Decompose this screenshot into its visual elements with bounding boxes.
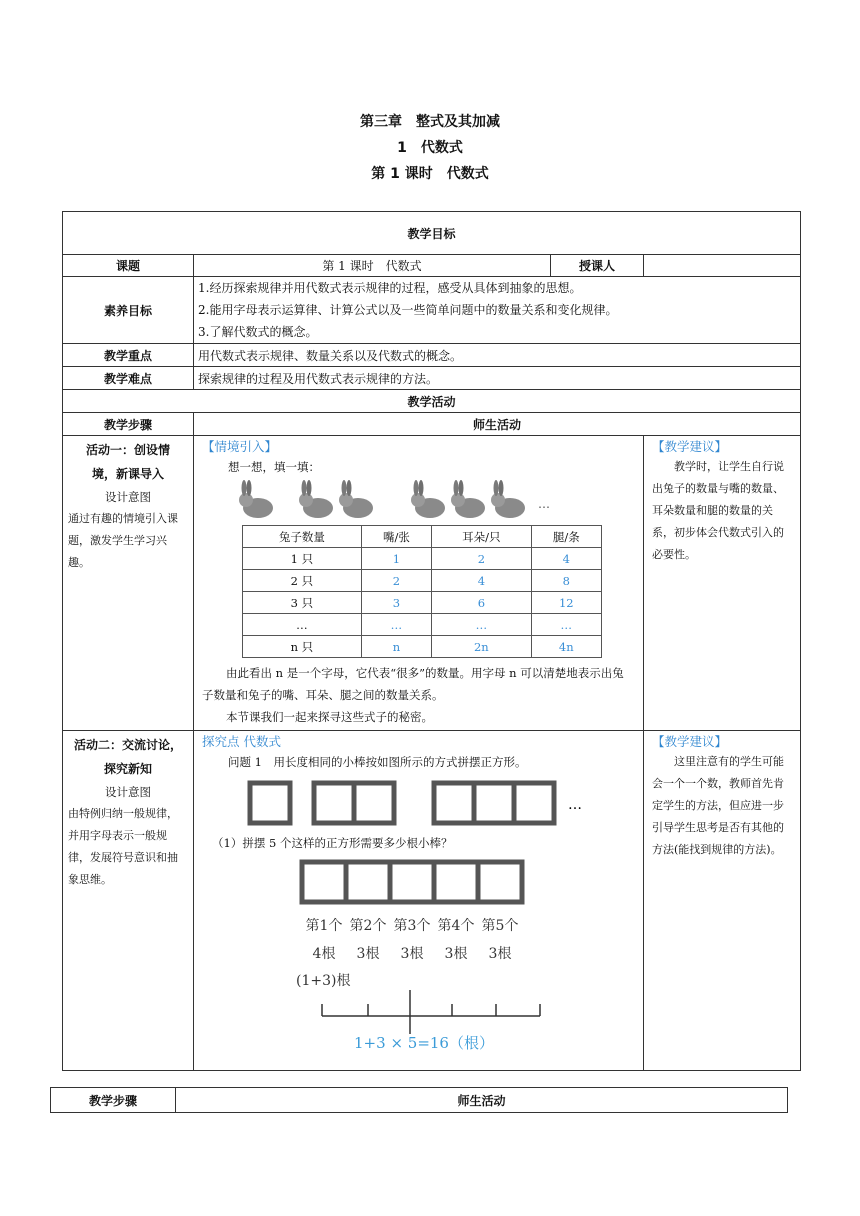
rabbit-table-row — [243, 614, 602, 636]
rabbit-table-cell: 3 — [361, 592, 431, 614]
square-group-3 — [474, 783, 514, 823]
rabbit-icon — [411, 480, 445, 518]
rabbit-table-row — [243, 548, 602, 570]
rabbit-table-row — [243, 570, 602, 592]
rabbit-table — [242, 525, 602, 658]
square-label: 第4个 — [437, 918, 475, 934]
rabbit-table-row — [243, 636, 602, 658]
activity1-step — [63, 436, 194, 731]
square-group-3 — [434, 783, 474, 823]
lesson-plan-table — [62, 211, 801, 1071]
fill-prompt: 想一想，填一填： — [228, 460, 320, 474]
topic-value: 第 1 课时 代数式 — [194, 255, 551, 277]
rabbit-table-cell: 8 — [531, 570, 601, 592]
explanation-para: 由此看出 n 是一个字母，它代表“很多”的数量。用字母 n 可以清楚地表示出兔子数量和兔子的嘴、耳朵、腿之间的数量关系。 — [202, 666, 624, 702]
steps-header: 教学步骤 — [63, 413, 194, 436]
rabbit-table-cell: 6 — [432, 592, 531, 614]
activity2-step — [63, 731, 194, 1071]
rabbit-table-cell: 2 — [361, 570, 431, 592]
rabbit-table-row — [243, 592, 602, 614]
section-title: 1 代数式 — [397, 140, 463, 156]
rabbit-table-cell: … — [531, 614, 601, 636]
activity1-content — [194, 436, 644, 731]
key-label: 教学重点 — [63, 344, 194, 367]
activity1-design-label: 设计意图 — [105, 490, 151, 504]
rabbit-icon — [451, 480, 485, 518]
difficulty-value: 探索规律的过程及用代数式表示规律的方法。 — [194, 367, 801, 390]
rabbit-table-header: 兔子数量 — [243, 526, 362, 548]
rabbit-table-cell: 1 只 — [243, 548, 362, 570]
activity2-suggestion — [644, 731, 801, 1071]
chapter-title: 第三章 整式及其加减 — [360, 114, 500, 130]
stick-count: 3根 — [444, 946, 468, 962]
closing-para: 本节课我们一起来探寻这些式子的秘密。 — [226, 710, 433, 724]
activity2-design-text: 由特例归纳一般规律，并用字母表示一般规律，发展符号意识和抽象思维。 — [68, 807, 178, 886]
suggestion-text-2: 这里注意有的学生可能会一个一个数，教师首先肯定学生的方法，但应进一步引导学生思考是否有其他的方法(能找到规律的方法)。 — [652, 755, 784, 856]
problem-1: 问题 1 用长度相同的小棒按如图所示的方式拼摆正方形。 — [228, 755, 527, 769]
stick-square — [478, 862, 522, 902]
rabbit-icon — [339, 480, 373, 518]
stick-count: 3根 — [356, 946, 380, 962]
rabbit-table-cell: 2 — [432, 548, 531, 570]
key-value: 用代数式表示规律、数量关系以及代数式的概念。 — [194, 344, 801, 367]
rabbit-table-cell: n — [361, 636, 431, 658]
activity2-content — [194, 731, 644, 1071]
goal-item: 3.了解代数式的概念。 — [198, 325, 318, 339]
goals-header: 教学目标 — [63, 212, 801, 255]
stick-square — [390, 862, 434, 902]
square-label: 第5个 — [481, 918, 519, 934]
stick-square — [434, 862, 478, 902]
rabbit-table-cell: 3 只 — [243, 592, 362, 614]
rabbit-table-cell: 4 — [531, 548, 601, 570]
activity-header: 教学活动 — [63, 390, 801, 413]
square-group-3 — [514, 783, 554, 823]
rabbit-table-cell: 12 — [531, 592, 601, 614]
square-label: 第3个 — [393, 918, 431, 934]
five-squares-figure — [202, 854, 642, 1054]
rabbit-table-header: 嘴/张 — [361, 526, 431, 548]
square-group-2 — [354, 783, 394, 823]
suggestion-tag-2: 【教学建议】 — [652, 734, 728, 749]
rabbit-table-header: 腿/条 — [531, 526, 601, 548]
rabbit-icon — [299, 480, 333, 518]
rabbit-table-cell: 2 只 — [243, 570, 362, 592]
rabbit-table-cell: 1 — [361, 548, 431, 570]
rabbit-icon — [491, 480, 525, 518]
goals-list — [194, 277, 801, 344]
activity2-title-2: 探究新知 — [103, 762, 152, 776]
activity2-design-label: 设计意图 — [105, 785, 151, 799]
topic-label: 课题 — [63, 255, 194, 277]
rabbit-icon — [239, 480, 273, 518]
activity-col-header: 师生活动 — [194, 413, 801, 436]
rabbit-table-cell: n 只 — [243, 636, 362, 658]
situation-tag: 【情境引入】 — [202, 439, 278, 454]
activity1-title-2: 境，新课导入 — [91, 467, 164, 481]
activity1-suggestion — [644, 436, 801, 731]
square-label: 第1个 — [305, 918, 343, 934]
activity2-title: 活动二：交流讨论， — [73, 738, 182, 752]
rabbit-table-cell: … — [432, 614, 531, 636]
square-label: 第2个 — [349, 918, 387, 934]
stick-count: 3根 — [400, 946, 424, 962]
stick-square — [302, 862, 346, 902]
goal-item: 1.经历探索规律并用代数式表示规律的过程，感受从具体到抽象的思想。 — [198, 281, 582, 295]
teacher-value — [644, 255, 801, 277]
rabbit-table-cell: 4n — [531, 636, 601, 658]
result-expression: 1+3 × 5=16（根） — [354, 1034, 494, 1052]
activity1-design-text: 通过有趣的情境引入课题，激发学生学习兴趣。 — [68, 512, 178, 569]
rabbit-table-header: 耳朵/只 — [432, 526, 531, 548]
continuation-table — [50, 1087, 788, 1113]
rabbits-ellipsis: … — [538, 497, 550, 511]
rabbit-table-cell: … — [243, 614, 362, 636]
teacher-label: 授课人 — [551, 255, 644, 277]
rabbit-table-cell: … — [361, 614, 431, 636]
first-expression: (1+3)根 — [296, 973, 351, 989]
stick-count: 4根 — [312, 946, 336, 962]
steps-header-2: 教学步骤 — [51, 1088, 176, 1113]
rabbit-table-cell: 2n — [432, 636, 531, 658]
goal-item: 2.能用字母表示运算律、计算公式以及一些简单问题中的数量关系和变化规律。 — [198, 303, 618, 317]
pattern-ellipsis: … — [568, 797, 582, 813]
rabbits-illustration — [202, 478, 622, 522]
difficulty-label: 教学难点 — [63, 367, 194, 390]
stick-square — [346, 862, 390, 902]
rabbit-table-cell: 4 — [432, 570, 531, 592]
question-1: （1）拼摆 5 个这样的正方形需要多少根小棒？ — [212, 836, 453, 850]
goals-label: 素养目标 — [63, 277, 194, 344]
explore-tag: 探究点 代数式 — [202, 734, 281, 749]
square-group-2 — [314, 783, 354, 823]
activity1-title: 活动一：创设情 — [85, 443, 170, 457]
squares-pattern-figure — [202, 773, 642, 829]
activity-col-header-2: 师生活动 — [176, 1088, 788, 1113]
suggestion-tag: 【教学建议】 — [652, 439, 728, 454]
square-group-1 — [250, 783, 290, 823]
lesson-title: 第 1 课时 代数式 — [371, 166, 489, 182]
stick-count: 3根 — [488, 946, 512, 962]
suggestion-text: 教学时，让学生自行说出兔子的数量与嘴的数量、耳朵数量和腿的数量的关系，初步体会代数式引入的必要性。 — [652, 460, 784, 561]
